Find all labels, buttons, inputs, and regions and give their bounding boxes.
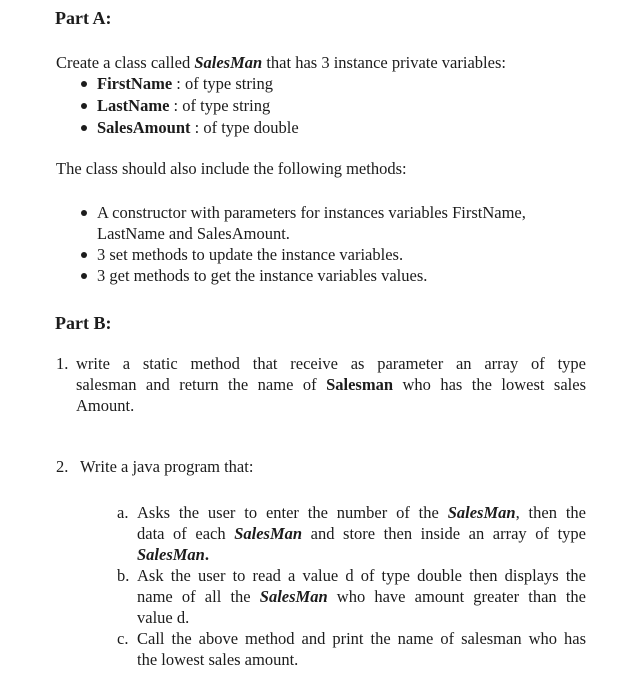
sub-b-l2-pre: name of all the <box>137 587 260 606</box>
part-a-heading: Part A: <box>55 8 112 28</box>
sub-a-l3-bold: SalesMan <box>137 545 205 564</box>
variable-name: SalesAmount <box>97 118 191 137</box>
sub-a-l2-post: and store then inside an array of type <box>302 524 586 543</box>
sub-a-l3-post: . <box>204 545 209 564</box>
variable-name: LastName <box>97 96 170 115</box>
sub-a-l1-post: , then the <box>515 503 586 522</box>
sub-a-l1-bold: SalesMan <box>447 503 516 522</box>
bullet-icon <box>81 273 87 279</box>
sub-b-l2-post: who have amount greater than the <box>327 587 586 606</box>
sub-b-line1: Ask the user to read a value d of type double then displays the <box>137 566 586 585</box>
method-item: 3 set methods to update the instance variables. <box>97 245 404 264</box>
sub-a-l1-pre: Asks the user to enter the number of the <box>137 503 448 522</box>
method-item-line2: LastName and SalesAmount. <box>97 224 290 243</box>
list-number: 1. <box>56 354 69 373</box>
sub-letter: c. <box>117 629 129 648</box>
variable-item <box>97 117 299 138</box>
bullet-icon <box>81 252 87 258</box>
item1-line3: Amount. <box>76 396 135 415</box>
methods-intro: The class should also include the following methods: <box>56 159 407 178</box>
bullet-icon <box>81 103 87 109</box>
sub-b-l2-bold: SalesMan <box>259 587 328 606</box>
item1-line2-bold: Salesman <box>326 375 393 394</box>
item1-line1: write a static method that receive as parameter an array of type <box>76 354 586 373</box>
method-item-line1: A constructor with parameters for instances variables FirstName, <box>97 203 526 222</box>
sub-a-line3 <box>137 544 209 565</box>
variable-item <box>97 95 270 116</box>
sub-a-l2-pre: data of each <box>137 524 235 543</box>
variable-item <box>97 73 273 94</box>
bullet-icon <box>81 125 87 131</box>
sub-b-line3: value d. <box>137 608 190 627</box>
sub-c-line1: Call the above method and print the name of salesman who has <box>137 629 586 648</box>
variable-type: : of type string <box>169 96 271 115</box>
sub-letter: a. <box>117 503 129 522</box>
sub-a-line2 <box>137 523 586 544</box>
item1-line2-pre: salesman and return the name of <box>76 375 327 394</box>
sub-a-l2-bold: SalesMan <box>234 524 303 543</box>
intro-post: that has 3 instance private variables: <box>262 53 506 72</box>
sub-a-line1 <box>137 502 586 523</box>
bullet-icon <box>81 210 87 216</box>
intro-pre: Create a class called <box>56 53 195 72</box>
item2-title: Write a java program that: <box>80 457 254 476</box>
sub-b-line2 <box>137 586 586 607</box>
part-b-heading: Part B: <box>55 313 112 333</box>
bullet-icon <box>81 81 87 87</box>
sub-letter: b. <box>117 566 130 585</box>
method-item: 3 get methods to get the instance variables values. <box>97 266 428 285</box>
variable-type: : of type string <box>172 74 273 93</box>
item1-line2-post: who has the lowest sales <box>393 375 586 394</box>
variable-type: : of type double <box>190 118 299 137</box>
list-number: 2. <box>56 457 69 476</box>
part-a-intro <box>56 52 506 73</box>
item1-line2 <box>76 374 586 395</box>
intro-class-name: SalesMan <box>194 53 263 72</box>
variable-name: FirstName <box>97 74 173 93</box>
sub-c-line2: the lowest sales amount. <box>137 650 299 669</box>
